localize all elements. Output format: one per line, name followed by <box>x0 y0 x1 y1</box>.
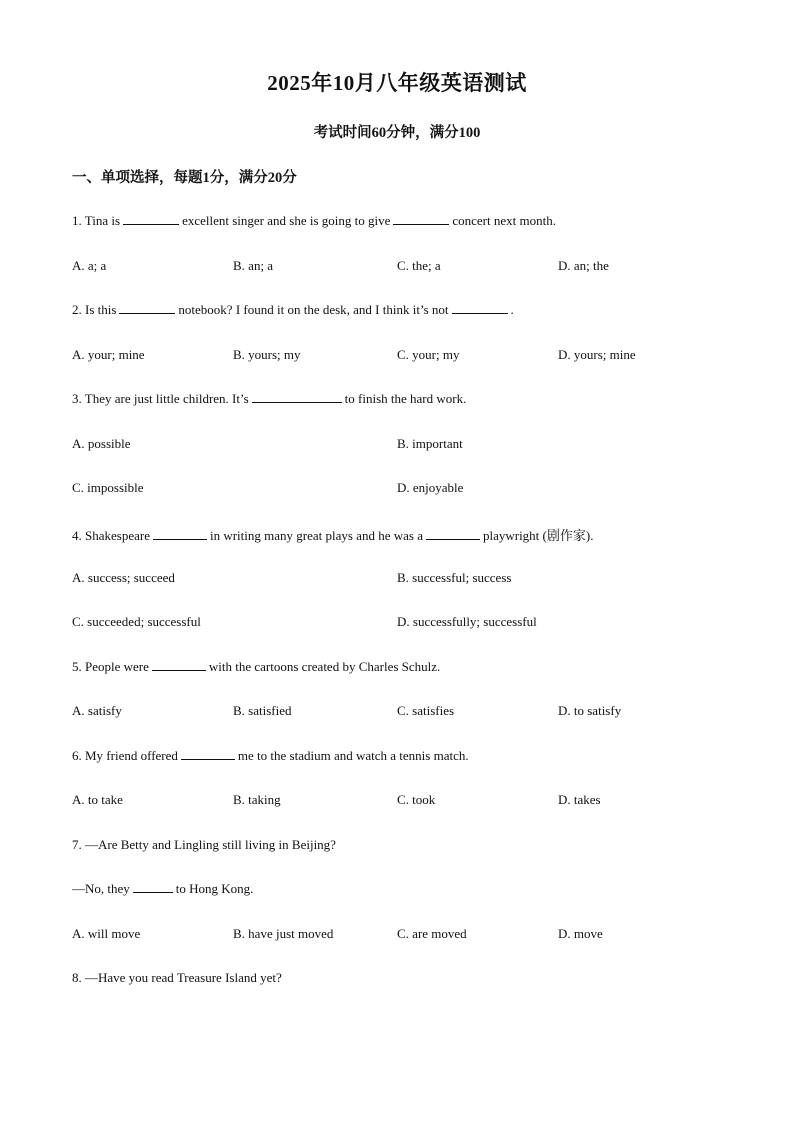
option-b: B. important <box>397 436 463 451</box>
option-d: D. successfully; successful <box>397 614 537 629</box>
option-c: C. impossible <box>72 480 144 495</box>
question-2-stem: 2. Is this notebook? I found it on the desk, and I think it’s not . <box>72 302 514 317</box>
question-1-stem: 1. Tina is excellent singer and she is going to give concert next month. <box>72 213 556 228</box>
exam-info: 考试时间60分钟，满分100 <box>313 125 481 141</box>
option-c: C. the; a <box>397 258 441 273</box>
option-d: D. an; the <box>558 258 609 273</box>
answer-blank <box>393 214 449 225</box>
option-c: C. satisfies <box>397 703 455 718</box>
option-a: A. your; mine <box>72 347 145 362</box>
option-a: A. success; succeed <box>72 570 175 585</box>
option-d: D. enjoyable <box>397 480 464 495</box>
option-c: C. succeeded; successful <box>72 614 201 629</box>
option-b: B. taking <box>233 792 281 807</box>
option-a: A. will move <box>72 926 141 941</box>
option-c: C. took <box>397 792 436 807</box>
question-3-stem: 3. They are just little children. It’s to finish the hard work. <box>72 391 467 406</box>
answer-blank <box>181 749 235 760</box>
option-d: D. to satisfy <box>558 703 622 718</box>
option-d: D. yours; mine <box>558 347 636 362</box>
answer-blank <box>119 303 175 314</box>
section-heading: 一、单项选择，每题1分，满分20分 <box>72 170 297 186</box>
answer-blank <box>452 303 508 314</box>
question-4-stem: 4. Shakespeare in writing many great plays and he was a playwright (剧作家). <box>72 528 594 543</box>
answer-blank <box>133 882 173 893</box>
question-8-stem: 8. —Have you read Treasure Island yet? <box>72 970 282 985</box>
question-7-reply: —No, they to Hong Kong. <box>72 881 254 896</box>
option-b: B. have just moved <box>233 926 334 941</box>
answer-blank <box>123 214 179 225</box>
option-b: B. successful; success <box>397 570 512 585</box>
option-a: A. to take <box>72 792 123 807</box>
option-b: B. yours; my <box>233 347 301 362</box>
answer-blank <box>153 529 207 540</box>
question-7-stem: 7. —Are Betty and Lingling still living in Beijing? <box>72 837 336 852</box>
question-5-stem: 5. People were with the cartoons created by Charles Schulz. <box>72 659 441 674</box>
answer-blank <box>426 529 480 540</box>
page-title: 2025年10月八年级英语测试 <box>267 71 527 95</box>
answer-blank <box>252 392 342 403</box>
option-a: A. possible <box>72 436 131 451</box>
option-d: D. takes <box>558 792 601 807</box>
question-6-stem: 6. My friend offered me to the stadium and watch a tennis match. <box>72 748 469 763</box>
option-a: A. satisfy <box>72 703 122 718</box>
option-b: B. satisfied <box>233 703 292 718</box>
option-d: D. move <box>558 926 603 941</box>
option-c: C. are moved <box>397 926 467 941</box>
option-c: C. your; my <box>397 347 460 362</box>
answer-blank <box>152 660 206 671</box>
option-a: A. a; a <box>72 258 107 273</box>
option-b: B. an; a <box>233 258 274 273</box>
